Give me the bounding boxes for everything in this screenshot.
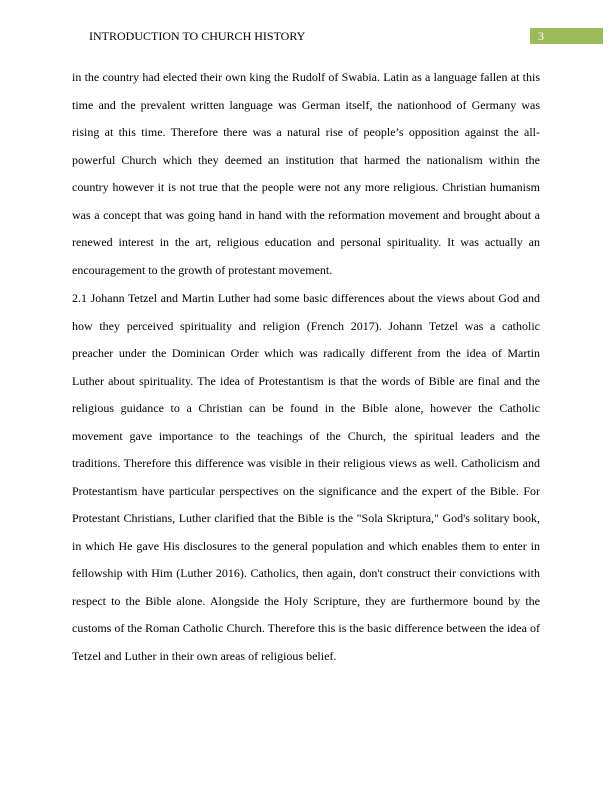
paragraph-1: in the country had elected their own king the Rudolf of Swabia. Latin as a language fallen at this time and the prevalent written language was German itself, the nationhood of Germany was rising at this time. Therefore there was a natural rise of people’s opposition against the all-powerful Church which they deemed an institution that harmed the nationalism within the country however it is not true that the people were not any more religious. Christian humanism was a concept that was going hand in hand with the reformation movement and brought about a renewed interest in the art, religious education and personal spirituality. It was actually an encouragement to the growth of protestant movement. bbox=[72, 70, 540, 277]
body-text bbox=[72, 64, 540, 671]
paragraph-2: 2.1 Johann Tetzel and Martin Luther had some basic differences about the views about God and how they perceived spirituality and religion (French 2017). Johann Tetzel was a catholic preacher under the Dominican Order which was radically different from the idea of Martin Luther about spirituality. The idea of Protestantism is that the words of Bible are final and the religious guidance to a Christian can be found in the Bible alone, however the Catholic movement gave importance to the teachings of the Church, the spiritual leaders and the traditions. Therefore this difference was visible in their religious views as well. Catholicism and Protestantism have particular perspectives on the significance and the expert of the Bible. For Protestant Christians, Luther clarified that the Bible is the "Sola Skriptura," God's solitary book, in which He gave His disclosures to the general population and which enables them to enter in fellowship with Him (Luther 2016). Catholics, then again, don't construct their convictions with respect to the Bible alone. Alongside the Holy Scripture, they are furthermore bound by the customs of the Roman Catholic Church. Therefore this is the basic difference between the idea of Tetzel and Luther in their own areas of religious belief. bbox=[72, 291, 540, 663]
page-number: 3 bbox=[538, 29, 544, 43]
running-header-title: INTRODUCTION TO CHURCH HISTORY bbox=[89, 29, 306, 43]
